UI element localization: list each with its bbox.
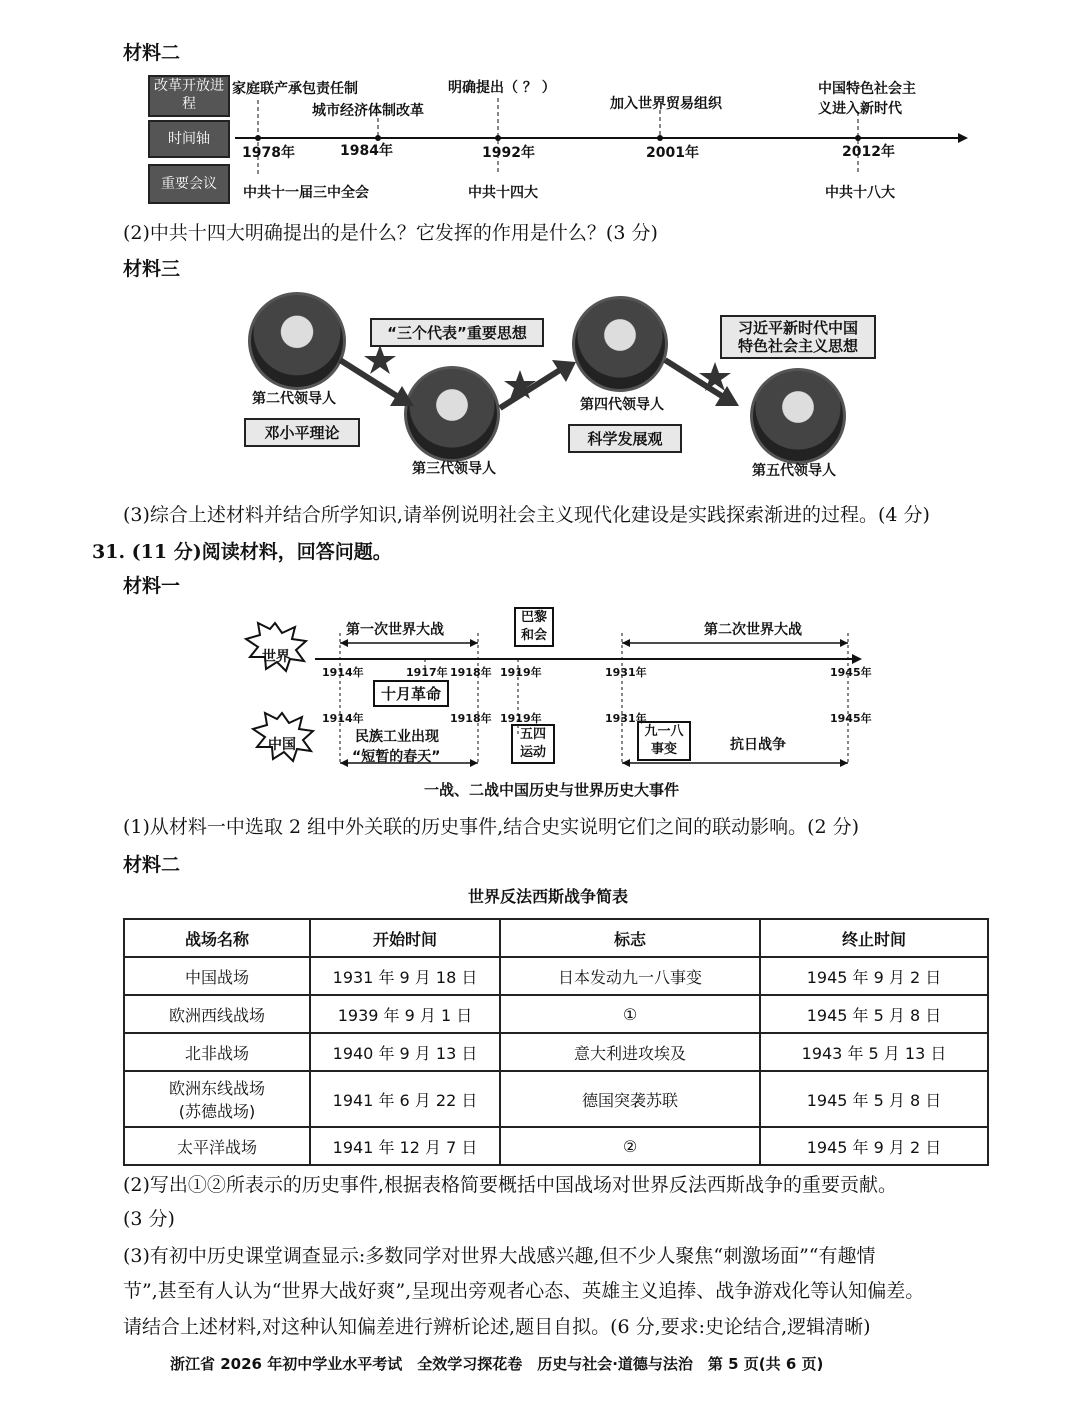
q31-question-3-line1: (3)有初中历史课堂调查显示:多数同学对世界大战感兴趣,但不少人聚焦“刺激场面”“有趣情: [123, 1245, 876, 1267]
cell: 欧洲西线战场: [124, 995, 310, 1033]
cell: 意大利进攻埃及: [500, 1033, 760, 1071]
may4-line1: 五四: [519, 727, 546, 742]
th-marker: 标志: [500, 919, 760, 957]
table-row: [124, 1033, 988, 1071]
cyear-1919: 1919年: [500, 712, 542, 725]
meeting-18th-congress: 中共十八大: [825, 185, 895, 201]
leader-fifth-gen: 第五代领导人: [752, 463, 836, 479]
ww1-label: 第一次世界大战: [346, 622, 444, 638]
q31-header: 31. (11 分)阅读材料，回答问题。: [92, 541, 392, 563]
brief-spring: “短暂的春天”: [352, 749, 441, 765]
may4-box: [511, 724, 555, 764]
q31-question-2-line2: (3 分): [123, 1208, 175, 1230]
cell: 太平洋战场: [124, 1127, 310, 1165]
ww2-label: 第二次世界大战: [704, 622, 802, 638]
q31-material-1-label: 材料一: [123, 575, 181, 597]
question-3: (3)综合上述材料并结合所学知识,请举例说明社会主义现代化建设是实践探索渐进的过程。(4 分): [123, 504, 930, 526]
event-household-contract: 家庭联产承包责任制: [232, 81, 358, 97]
table-header-row: [124, 919, 988, 957]
wyear-1931: 1931年: [605, 666, 647, 679]
cell: 1945 年 9 月 2 日: [760, 957, 988, 995]
timeline-caption: 一战、二战中国历史与世界历史大事件: [424, 781, 680, 799]
theory-xi-line2: 特色社会主义思想: [737, 337, 858, 355]
october-revolution-box: 十月革命: [373, 680, 449, 707]
anti-japan-war: 抗日战争: [730, 737, 786, 753]
year-1984: 1984年: [340, 143, 393, 159]
leader-third-gen: 第三代领导人: [412, 461, 496, 477]
table-row: [124, 957, 988, 995]
question-2: (2)中共十四大明确提出的是什么？它发挥的作用是什么？(3 分): [123, 222, 658, 244]
paris-conference-box: [514, 607, 554, 647]
wyear-1918: 1918年: [450, 666, 492, 679]
east-front-sub: (苏德战场): [178, 1102, 256, 1121]
table-row: [124, 995, 988, 1033]
sep18-box: [637, 721, 691, 761]
cell: 1939 年 9 月 1 日: [310, 995, 500, 1033]
cell: 1945 年 9 月 2 日: [760, 1127, 988, 1165]
row-label-meetings: 重要会议: [148, 164, 230, 204]
wyear-1945: 1945年: [830, 666, 872, 679]
theory-scientific-outlook: 科学发展观: [568, 424, 682, 453]
th-battlefield: 战场名称: [124, 919, 310, 957]
cell: 1941 年 6 月 22 日: [310, 1071, 500, 1127]
q31-question-1: (1)从材料一中选取 2 组中外关联的历史事件,结合史实说明它们之间的联动影响。(2 分): [123, 816, 860, 838]
sep18-line1: 九一八: [644, 724, 684, 739]
cell: ①: [500, 995, 760, 1033]
paris-line1: 巴黎: [520, 610, 547, 625]
cell: 日本发动九一八事变: [500, 957, 760, 995]
national-industry: 民族工业出现: [355, 729, 439, 745]
cell: 1945 年 5 月 8 日: [760, 1071, 988, 1127]
cell: 1943 年 5 月 13 日: [760, 1033, 988, 1071]
q31-question-3-line3: 请结合上述材料,对这种认知偏差进行辨析论述,题目自拟。(6 分,要求:史论结合,逻辑清晰): [123, 1316, 871, 1338]
theory-three-represents: “三个代表”重要思想: [370, 318, 544, 347]
leader-fourth-gen: 第四代领导人: [580, 397, 664, 413]
event-urban-reform: 城市经济体制改革: [312, 103, 424, 119]
q31-material-2-label: 材料二: [123, 854, 181, 876]
wyear-1914: 1914年: [322, 666, 364, 679]
event-new-era-2: 义进入新时代: [818, 101, 902, 117]
theory-xi-thought: [720, 315, 876, 359]
east-front-name: 欧洲东线战场: [168, 1079, 265, 1098]
china-label: 中国: [268, 737, 296, 753]
cell: 1945 年 5 月 8 日: [760, 995, 988, 1033]
cyear-1918: 1918年: [450, 712, 492, 725]
cell: 北非战场: [124, 1033, 310, 1071]
cyear-1931: 1931年: [605, 712, 647, 725]
wyear-1917: 1917年: [406, 666, 448, 679]
page-footer: 浙江省 2026 年初中学业水平考试 全效学习探花卷 历史与社会·道德与法治 第 5 页(共 6 页): [170, 1355, 824, 1373]
th-end: 终止时间: [760, 919, 988, 957]
year-1992: 1992年: [482, 145, 535, 161]
paris-line2: 和会: [520, 628, 547, 643]
world-label: 世界: [262, 649, 290, 665]
row-label-reform: 改革开放进程: [148, 75, 230, 117]
event-proposal: 明确提出（ ？ ）: [448, 80, 556, 96]
year-2012: 2012年: [842, 144, 895, 160]
table-row: [124, 1071, 988, 1127]
wyear-1919: 1919年: [500, 666, 542, 679]
may4-line2: 运动: [519, 745, 546, 760]
material-2-label: 材料二: [123, 42, 181, 64]
event-new-era-1: 中国特色社会主: [818, 81, 916, 97]
event-wto: 加入世界贸易组织: [610, 96, 722, 112]
cell: 1931 年 9 月 18 日: [310, 957, 500, 995]
table-row: [124, 1127, 988, 1165]
q31-question-2-line1: (2)写出①②所表示的历史事件,根据表格简要概括中国战场对世界反法西斯战争的重要贡献。: [123, 1174, 897, 1196]
sep18-line2: 事变: [650, 742, 677, 757]
meeting-14th-congress: 中共十四大: [468, 185, 538, 201]
year-1978: 1978年: [242, 145, 295, 161]
meeting-3rd-plenum: 中共十一届三中全会: [243, 185, 369, 201]
th-start: 开始时间: [310, 919, 500, 957]
row-label-timeline: 时间轴: [148, 120, 230, 158]
cyear-1945: 1945年: [830, 712, 872, 725]
year-2001: 2001年: [646, 145, 699, 161]
cell: 1941 年 12 月 7 日: [310, 1127, 500, 1165]
cell: [124, 1071, 310, 1127]
theory-deng: 邓小平理论: [244, 418, 360, 447]
cyear-1914: 1914年: [322, 712, 364, 725]
q31-question-3-line2: 节”,甚至有人认为“世界大战好爽”,呈现出旁观者心态、英雄主义追捧、战争游戏化等认知偏差。: [123, 1280, 925, 1302]
material-3-label: 材料三: [123, 258, 181, 280]
cell: 中国战场: [124, 957, 310, 995]
leader-second-gen: 第二代领导人: [252, 391, 336, 407]
cell: 1940 年 9 月 13 日: [310, 1033, 500, 1071]
anti-fascist-war-table: [123, 918, 989, 1166]
leader-arrows-svg: [330, 340, 770, 430]
table-title: 世界反法西斯战争简表: [468, 887, 629, 906]
theory-xi-line1: 习近平新时代中国: [737, 319, 858, 337]
cell: ②: [500, 1127, 760, 1165]
cell: 德国突袭苏联: [500, 1071, 760, 1127]
